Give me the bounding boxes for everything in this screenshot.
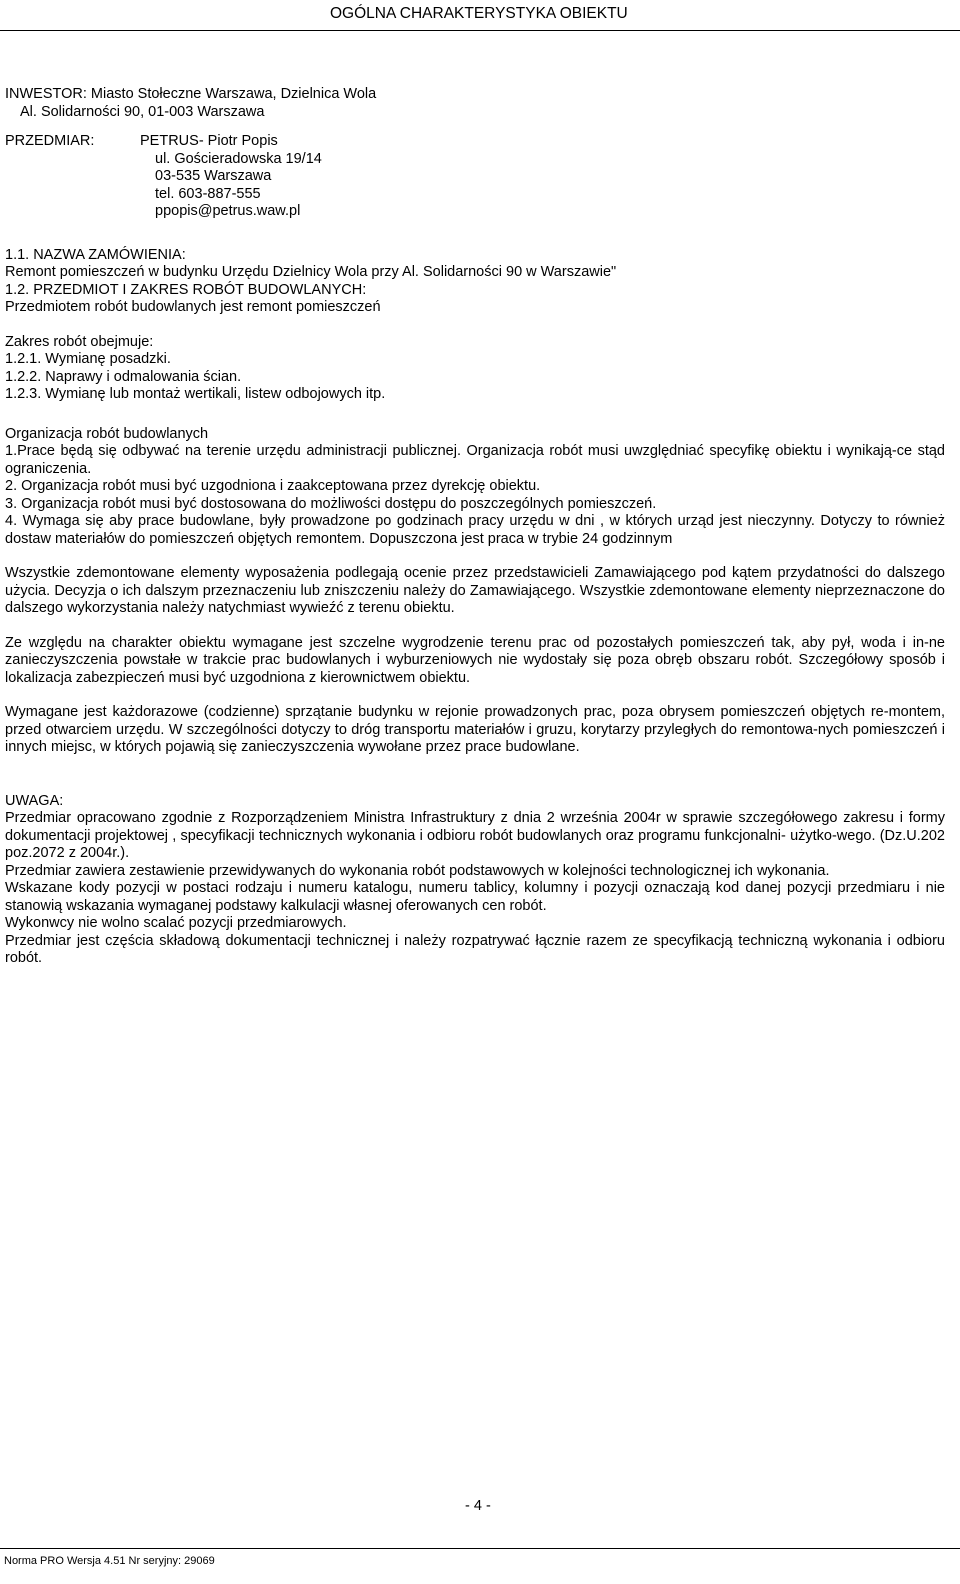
investor-line: INWESTOR: Miasto Stołeczne Warszawa, Dzielnica Wola bbox=[5, 86, 377, 102]
uwaga-section bbox=[5, 793, 945, 968]
przedmiar-block bbox=[5, 133, 945, 221]
section-order-name bbox=[5, 247, 945, 404]
uwaga-heading: UWAGA: bbox=[5, 792, 64, 809]
footer-rule bbox=[0, 1548, 960, 1549]
document-body bbox=[5, 86, 945, 968]
przedmiar-company: PETRUS- Piotr Popis bbox=[140, 133, 278, 149]
przedmiar-details bbox=[140, 133, 322, 221]
organization-item: 2. Organizacja robót musi być uzgodniona i zaakceptowana przez dyrekcję obiektu. bbox=[5, 478, 541, 494]
przedmiar-city: 03-535 Warszawa bbox=[155, 168, 272, 184]
paragraph: Wszystkie zdemontowane elementy wyposażenia podlegają ocenie przez przedstawicieli Zamawiającego pod kątem przydatności do dalszego użycia. Decyzja o ich dalszym przeznaczeniu lub zniszczeniu należy do Zamawiającego. Wszystkie zdemontowane elementy nieprzeznaczone do dalszego wykorzystania należy natychmiast wywieźć z terenu obiektu. bbox=[5, 565, 945, 616]
uwaga-paragraph: Wskazane kody pozycji w postaci rodzaju i numeru katalogu, numeru tablicy, kolumny i pozycji oznaczają kod danej pozycji przedmiaru i nie stanowią wskazania wymaganej podstawy kalkulacji własnej oferowanych cen robót. bbox=[5, 880, 945, 914]
paragraph: Wymagane jest każdorazowe (codzienne) sprzątanie budynku w rejonie prowadzonych prac, poza obrysem pomieszczeń objętych re-montem, przed otwarciem urzędu. W szczególności dotyczy to dróg transportu materiałów i gruzu, korytarzy przyległych do remontowa-nych pomieszczeń i innych miejsc, w których pojawią się zanieczyszczenia wywołane przez prace budowlane. bbox=[5, 704, 945, 755]
przedmiar-street: ul. Gościeradowska 19/14 bbox=[155, 150, 322, 167]
organization-heading: Organizacja robót budowlanych bbox=[5, 425, 209, 442]
footer-software-info: Norma PRO Wersja 4.51 Nr seryjny: 29069 bbox=[4, 1555, 215, 1567]
organization-item: 4. Wymaga się aby prace budowlane, były prowadzone po godzinach pracy urzędu w dni , w których urząd jest nieczynny. Dotyczy to również dostaw materiałów do pomieszczeń objętych remontem. Dopuszczona jest praca w trybie 24 godzinnym bbox=[5, 513, 945, 547]
organization-item: 1.Prace będą się odbywać na terenie urzędu administracji publicznej. Organizacja robót musi uwzględniać specyfikę obiektu i wynikają-ce stąd ograniczenia. bbox=[5, 443, 945, 477]
order-name-text: Remont pomieszczeń w budynku Urzędu Dzielnicy Wola przy Al. Solidarności 90 w Warszawie" bbox=[5, 264, 617, 280]
paragraph: Ze względu na charakter obiektu wymagane jest szczelne wygrodzenie terenu prac od pozostałych pomieszczeń tak, aby pył, woda i in-ne zanieczyszczenia powstałe w trakcie prac budowlanych i wyburzeniowych nie wydostały się poza obręb obszaru robót. Szczegółowy sposób i lokalizacja zabezpieczeń musi być uzgodniona z kierownictwem obiektu. bbox=[5, 634, 945, 686]
scope-heading: Zakres robót obejmuje: bbox=[5, 333, 154, 350]
przedmiar-email: ppopis@petrus.waw.pl bbox=[155, 203, 301, 219]
page-number: - 4 - bbox=[465, 1498, 491, 1514]
scope-item: 1.2.3. Wymianę lub montaż wertikali, listew odbojowych itp. bbox=[5, 386, 386, 402]
investor-block bbox=[5, 86, 945, 121]
przedmiar-phone: tel. 603-887-555 bbox=[155, 185, 261, 202]
header-rule bbox=[0, 30, 960, 31]
investor-address: Al. Solidarności 90, 01-003 Warszawa bbox=[20, 103, 265, 120]
section-heading: 1.2. PRZEDMIOT I ZAKRES ROBÓT BUDOWLANYCH: bbox=[5, 281, 367, 298]
uwaga-paragraph: Przedmiar zawiera zestawienie przewidywanych do wykonania robót podstawowych w kolejności technologicznej ich wykonania. bbox=[5, 862, 830, 879]
page-header-title: OGÓLNA CHARAKTERYSTYKA OBIEKTU bbox=[330, 5, 628, 22]
uwaga-paragraph: Przedmiar opracowano zgodnie z Rozporządzeniem Ministra Infrastruktury z dnia 2 września 2004r w sprawie szczegółowego zakresu i formy dokumentacji projektowej , specyfikacji technicznych wykonania i odbioru robót budowlanych oraz programu funkcjonalni- użytko-wego. (Dz.U.202 poz.2072 z 2004r.). bbox=[5, 810, 945, 861]
uwaga-paragraph: Wykonwcy nie wolno scalać pozycji przedmiarowych. bbox=[5, 915, 347, 931]
section-heading: 1.1. NAZWA ZAMÓWIENIA: bbox=[5, 246, 186, 263]
scope-item: 1.2.1. Wymianę posadzki. bbox=[5, 351, 171, 367]
subject-text: Przedmiotem robót budowlanych jest remont pomieszczeń bbox=[5, 299, 381, 315]
organization-item: 3. Organizacja robót musi być dostosowana do możliwości dostępu do poszczególnych pomieszczeń. bbox=[5, 495, 657, 512]
scope-item: 1.2.2. Naprawy i odmalowania ścian. bbox=[5, 368, 242, 385]
organization-section bbox=[5, 426, 945, 549]
uwaga-paragraph: Przedmiar jest częścia składową dokumentacji technicznej i należy rozpatrywać łącznie razem ze specyfikacją techniczną wykonania i odbioru robót. bbox=[5, 932, 945, 966]
przedmiar-label: PRZEDMIAR: bbox=[5, 133, 95, 149]
